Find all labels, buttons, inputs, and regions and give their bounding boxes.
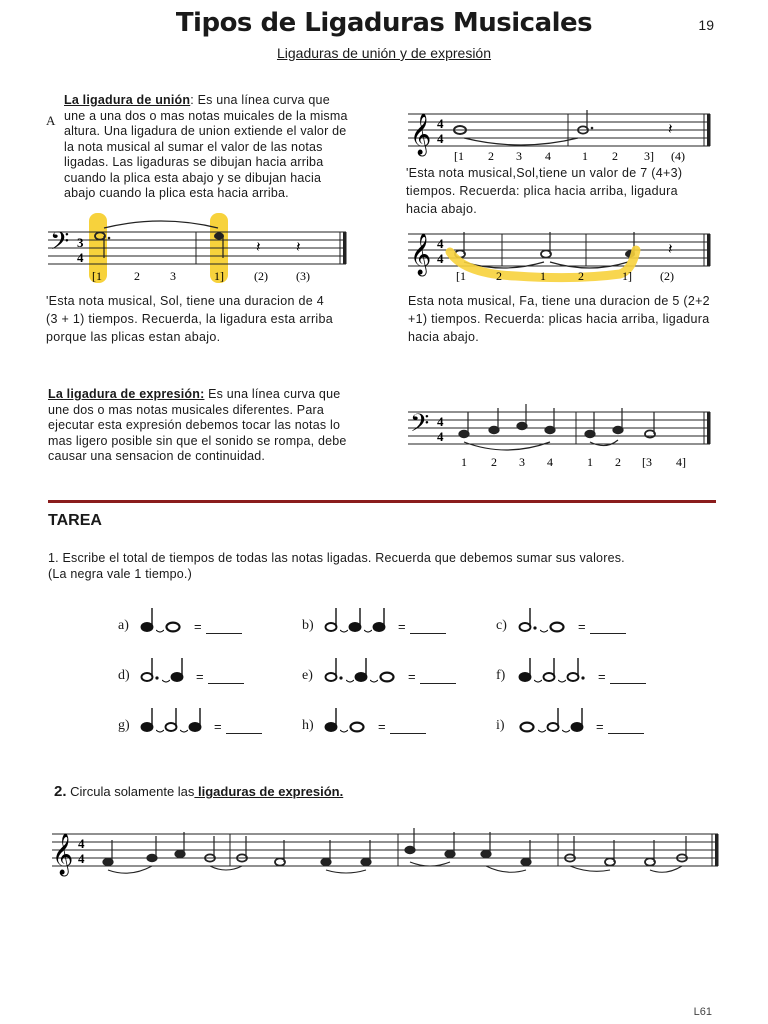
- union-staff1-caption: 'Esta nota musical, Sol, tiene una duracion de 4 (3 + 1) tiempos. Recuerda, la ligadura esta arriba porque las plicas estan abajo.: [46, 294, 334, 344]
- tie-arc: [550, 262, 628, 268]
- expresion-heading: La ligadura de expresión:: [48, 387, 205, 401]
- answer-blank[interactable]: [420, 671, 456, 684]
- count-label: 2: [491, 455, 497, 469]
- svg-text:4: 4: [437, 236, 444, 251]
- page-subtitle: Ligaduras de unión y de expresión: [276, 45, 492, 61]
- count-label: 3: [519, 455, 525, 469]
- tie-icon: [340, 708, 348, 734]
- bass-clef-icon: 𝄢: [50, 228, 70, 261]
- answer-blank[interactable]: [206, 621, 242, 634]
- tie-icon: [364, 608, 372, 634]
- equals-sign: =: [598, 669, 606, 684]
- count-label: [1: [454, 149, 464, 163]
- exercise-item: [496, 658, 646, 684]
- answer-blank[interactable]: [410, 621, 446, 634]
- quarter-rest-icon: 𝄽: [256, 240, 261, 256]
- note-icon: [324, 608, 340, 634]
- section-divider: [48, 500, 716, 503]
- svg-text:4: 4: [437, 131, 444, 146]
- page-footer: L61: [693, 1006, 712, 1018]
- exercise-item: [302, 608, 446, 634]
- quarter-rest-icon: 𝄽: [668, 122, 673, 138]
- equals-sign: =: [214, 719, 222, 734]
- count-label: 1: [587, 455, 593, 469]
- note-icon: [378, 658, 398, 684]
- tie-icon: [162, 658, 170, 684]
- note-icon: [518, 708, 538, 734]
- count-label: 2: [496, 269, 502, 283]
- union-staff3-caption: Esta nota musical, Fa, tiene una duracion de 5 (2+2 +1) tiempos. Recuerda: plicas hacia arriba, ligadura hacia abajo.: [408, 294, 710, 344]
- expresion-staff-bass: [406, 400, 718, 472]
- count-label: 2: [612, 149, 618, 163]
- svg-text:3: 3: [77, 235, 84, 250]
- question-text: Circula solamente las: [66, 784, 195, 799]
- count-label: 1: [540, 269, 546, 283]
- count-label: (4): [671, 149, 685, 163]
- count-label: [1: [456, 269, 466, 283]
- equals-sign: =: [378, 719, 386, 734]
- tie-icon: [346, 658, 354, 684]
- treble-clef-icon: 𝄞: [52, 834, 74, 874]
- note-icon: [164, 608, 184, 634]
- note-icon: [348, 708, 368, 734]
- tie-icon: [156, 608, 164, 634]
- tie-icon: [156, 708, 164, 734]
- tie-icon: [534, 658, 542, 684]
- note-icon: [518, 608, 540, 634]
- svg-text:4: 4: [437, 429, 444, 444]
- note-icon: [170, 658, 186, 684]
- union-text: : Es una línea curva que une a una dos o mas notas muicales de la misma altura. Una ligadura de union extiende el valor de la nota musical al sumar el valor de las notas ligadas. Las ligaduras se dibujan hacia arriba cuando la plica esta abajo y se dibujan hacia abajo cuando la plica esta hacia arriba.: [64, 93, 348, 200]
- note-icon: [188, 708, 204, 734]
- count-label: 4]: [676, 455, 686, 469]
- bass-clef-icon: 𝄢: [410, 410, 430, 443]
- exercise-label: g): [118, 718, 130, 733]
- svg-text:4: 4: [437, 251, 444, 266]
- note-icon: [140, 608, 156, 634]
- equals-sign: =: [408, 669, 416, 684]
- exercise-label: c): [496, 618, 507, 633]
- note-icon: [546, 708, 562, 734]
- count-label: 2: [615, 455, 621, 469]
- note-icon: [164, 708, 180, 734]
- tie-icon: [562, 708, 570, 734]
- count-label: 3: [516, 149, 522, 163]
- note-icon: [542, 658, 558, 684]
- note-icon: [140, 708, 156, 734]
- exercise-label: a): [118, 618, 129, 633]
- note-icon: [566, 658, 588, 684]
- union-staff2-caption: 'Esta nota musical,Sol,tiene un valor de 7 (4+3) tiempos. Recuerda: plica hacia arriba, ligadura hacia abajo.: [406, 166, 683, 216]
- exercise-label: i): [496, 718, 505, 733]
- count-label: 4: [545, 149, 551, 163]
- note-icon: [324, 708, 340, 734]
- tie-icon: [540, 608, 548, 634]
- equals-sign: =: [578, 619, 586, 634]
- exercise-staff-treble: [50, 820, 722, 886]
- tarea-heading: TAREA: [48, 512, 102, 529]
- question-emphasis: ligaduras de expresión.: [194, 784, 344, 799]
- page-title: Tipos de Ligaduras Musicales: [175, 8, 593, 38]
- exercise-item: [302, 658, 456, 684]
- svg-text:4: 4: [437, 116, 444, 131]
- count-label: 1: [461, 455, 467, 469]
- count-label: [3: [642, 455, 652, 469]
- exercise-item: [118, 658, 244, 684]
- tie-icon: [558, 658, 566, 684]
- count-label: 1]: [214, 269, 224, 283]
- answer-blank[interactable]: [608, 721, 644, 734]
- treble-clef-icon: 𝄞: [410, 234, 432, 274]
- note-icon: [548, 608, 568, 634]
- union-staff-treble-1: [406, 100, 718, 168]
- answer-blank[interactable]: [226, 721, 262, 734]
- svg-text:4: 4: [78, 836, 85, 851]
- count-label: 3]: [644, 149, 654, 163]
- page-number: 19: [698, 17, 714, 33]
- tie-arc: [464, 138, 578, 145]
- treble-clef-icon: 𝄞: [410, 114, 432, 154]
- exercise-label: e): [302, 668, 313, 683]
- union-paragraph: [64, 93, 354, 202]
- svg-text:4: 4: [77, 250, 84, 265]
- count-label: [1: [92, 269, 102, 283]
- exercise-item: [118, 708, 262, 734]
- note-icon: [324, 658, 346, 684]
- exercise-label: f): [496, 668, 506, 683]
- count-label: 2: [134, 269, 140, 283]
- slur-arc: [464, 442, 550, 450]
- tie-icon: [538, 708, 546, 734]
- quarter-rest-icon: 𝄽: [668, 242, 673, 258]
- tie-arc: [104, 221, 218, 228]
- expresion-paragraph: [48, 387, 348, 465]
- answer-blank[interactable]: [208, 671, 244, 684]
- tarea-question-1: 1. Escribe el total de tiempos de todas las notas ligadas. Recuerda que debemos sumar sus valores. (La negra vale 1 tiempo.): [48, 551, 625, 581]
- note-icon: [348, 608, 364, 634]
- equals-sign: =: [194, 619, 202, 634]
- count-label: 4: [547, 455, 553, 469]
- exercise-label: h): [302, 718, 314, 733]
- union-staff-treble-2: [406, 222, 718, 290]
- quarter-rest-icon: 𝄽: [296, 240, 301, 256]
- note-icon: [372, 608, 388, 634]
- equals-sign: =: [398, 619, 406, 634]
- count-label: (2): [660, 269, 674, 283]
- equals-sign: =: [596, 719, 604, 734]
- section-marker: A: [46, 113, 56, 128]
- exercise-item: [496, 608, 626, 634]
- note-icon: [570, 708, 586, 734]
- note-icon: [354, 658, 370, 684]
- exercise-item: [496, 708, 644, 734]
- answer-blank[interactable]: [610, 671, 646, 684]
- slur-arc: [590, 440, 618, 446]
- tarea-question-2: [54, 783, 343, 800]
- count-label: 2: [578, 269, 584, 283]
- exercise-item: [302, 708, 426, 734]
- count-label: 3: [170, 269, 176, 283]
- tie-icon: [370, 658, 378, 684]
- note-icon: [518, 658, 534, 684]
- union-heading: La ligadura de unión: [64, 93, 191, 107]
- count-label: 2: [488, 149, 494, 163]
- expresion-text: Es una línea curva que une dos o mas notas musicales diferentes. Para ejecutar esta expresión debemos tocar las notas lo mas ligero posible sin que el sonido se rompa, debe causar una sensacion de continuidad.: [48, 387, 347, 463]
- note-icon: [140, 658, 162, 684]
- count-label: 1]: [622, 269, 632, 283]
- answer-blank[interactable]: [390, 721, 426, 734]
- count-label: (2): [254, 269, 268, 283]
- answer-blank[interactable]: [590, 621, 626, 634]
- exercise-label: b): [302, 618, 314, 633]
- equals-sign: =: [196, 669, 204, 684]
- question-number: 2.: [54, 783, 67, 800]
- svg-text:4: 4: [78, 851, 85, 866]
- count-label: (3): [296, 269, 310, 283]
- count-label: 1: [582, 149, 588, 163]
- tie-icon: [180, 708, 188, 734]
- exercise-item: [118, 608, 242, 634]
- tie-icon: [340, 608, 348, 634]
- union-staff-bass: [46, 208, 356, 288]
- svg-text:4: 4: [437, 414, 444, 429]
- exercise-label: d): [118, 668, 130, 683]
